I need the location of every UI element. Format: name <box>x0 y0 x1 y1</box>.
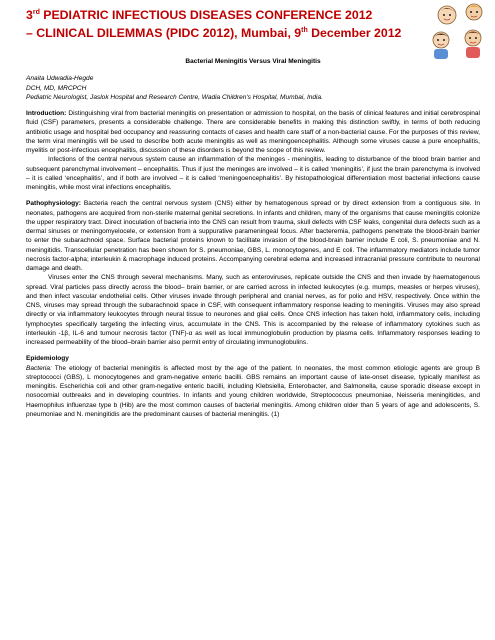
article-title: Bacterial Meningitis Versus Viral Meningitis <box>185 58 321 65</box>
epidemiology-heading: Epidemiology <box>26 355 69 363</box>
pathophysiology-paragraph-1: Pathophysiology: Bacteria reach the central nervous system (CNS) either by hematogenous spread or by direct extension from a contiguous site. In neonates, pathogens are acquired from non-sterile maternal genital secretions. In infants and children, many of the organisms that cause meningitis colonize the upper respiratory tract. Direct inoculation of bacteria into the CNS can result from trauma, skull defects with CSF leaks, congenital dura defects such as a dermal sinuses or meningomyelocele, or extension from a suppurative parameningeal focus. After bacteremia, pathogens penetrate the blood-brain barrier to enter the subarachnoid space. Surface bacterial proteins known to facilitate invasion of the blood-brain barrier include E coli, S. pneumoniae and N. meningitidis. Transcellular penetration has been shown for S. pneumoniae, GBS, L. monocytogenes, and E coli. The inflammatory mediators include tumor necrosis factor-alpha; interleukin & macrophage induced proteins. Accompanying cerebral edema and increased intracranial pressure contribute to neuronal damage and death. <box>26 200 480 272</box>
author-name: Anaita Udwadia-Hegde <box>26 75 94 83</box>
epidemiology-paragraph-1: Bacteria: The etiology of bacterial meningitis is affected most by the age of the patient. In neonates, the most common etiologic agents are group B streptococci (GBS), L monocytogenes and gram-negative enteric bacilli. GBS remains an important cause of late-onset disease, typically manifest as meningitis. Escherichia coli and other gram-negative enteric bacilli, including Klebsiella, Enterobacter, and Salmonella, cause sporadic disease except in nosocomial outbreaks and in developing countries. In infants and young children worldwide, Streptococcus pneumoniae, Neisseria meningitides, and Haemophilus influenzae type b (Hib) are the most common causes of bacterial meningitis. Among children older than 5 years of age and adolescents, S. pneumoniae and N. meningitidis are the predominant causes of bacterial meningitis. (1) <box>26 364 480 418</box>
conference-header <box>26 6 426 42</box>
conference-header-line-1: 3rd PEDIATRIC INFECTIOUS DISEASES CONFERENCE 2012 <box>26 8 373 22</box>
introduction-paragraph-1: Introduction: Distinguishing viral from bacterial meningitis on presentation or admission to hospital, on the basis of clinical features and initial cerebrospinal fluid (CSF) parameters, presents a considerable challenge. There are considerable benefits in making this distinction swiftly, in terms of both reducing antibiotic usage and hospital bed occupancy and reassuring contacts of cases and health care staff of a non-bacterial cause. For the purposes of this review, the term viral meningitis will be used to describe both acute meningitis as well as meningoencephalitis. Although some viruses cause a pure encephalitis, myelitis or post-infectious encephalitis, discussion of these disorders is beyond the scope of this review. <box>26 110 480 154</box>
epidemiology-subheading: Bacteria: <box>26 364 52 372</box>
pathophysiology-heading: Pathophysiology: <box>26 200 81 208</box>
author-affiliation: Pediatric Neurologist, Jaslok Hospital and Research Centre, Wadia Children's Hospital, Mumbai, India. <box>26 93 323 101</box>
conference-header-line-2: – CLINICAL DILEMMAS (PIDC 2012), Mumbai, 9th December 2012 <box>26 26 402 40</box>
author-degrees: DCH, MD, MRCPCH <box>26 84 87 92</box>
article-body <box>26 52 480 419</box>
introduction-heading: Introduction: <box>26 110 67 117</box>
introduction-paragraph-2: Infections of the central nervous system cause an inflammation of the meninges - meningitis, leading to disturbance of the blood brain barrier and subsequent parenchymal involvement – encephalitis. Thus if just the meninges are involved – it is called ‘meningitis’, if just the brain parenchyma is involved – it is called ‘encephalitis’, and if both are involved – it is called ‘meningoencephalitis’. By histopathological differentiation most bacterial infections cause meningitis, while most viral infections encephalitis. <box>26 156 480 191</box>
pathophysiology-paragraph-2: Viruses enter the CNS through several mechanisms. Many, such as enteroviruses, replicate outside the CNS and then invade by haematogenous spread. Viral particles pass directly across the blood– brain barrier, or are carried across in infected leukocytes (e.g. mumps, measles or herpes viruses), and then infect vascular endothelial cells. Other viruses invade through peripheral and cranial nerves, as for polio and HSV, respectively. Once within the CNS, viruses may spread through the subarachnoid space in CSF, with consequent inflammatory response leading to meningitis. Viruses may also spread directly or via inflammatory leukocytes through neural tissue to neurones and glial cells. Once CNS infection has taken hold, inflammatory cells, including lymphocytes specifically targeting the infecting virus, accumulate in the CNS. This is accompanied by the release of inflammatory cytokines such as interleukin -1β, IL-6 and tumour necrosis factor (TNF)-α as well as local immunoglobulin production by plasma cells. Inflammatory responses leading to increased permeability of the blood–brain barrier also permit entry of circulating immunoglobulins. <box>26 274 480 346</box>
